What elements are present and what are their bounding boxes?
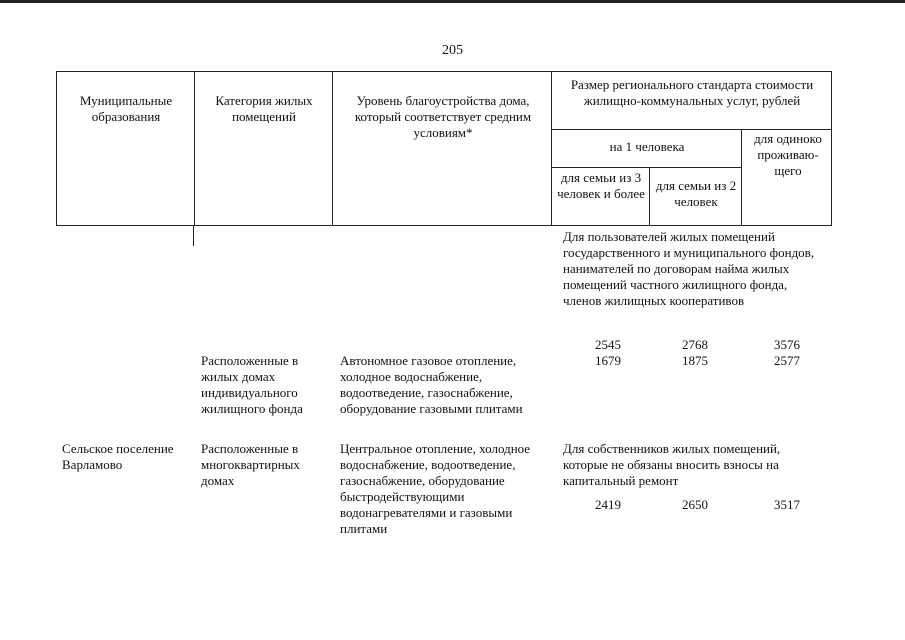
- header-single: для одиноко проживаю-щего: [754, 131, 822, 178]
- header-level: Уровень благоустройства дома, который соответствует средним условиям*: [354, 93, 532, 140]
- divider: [551, 167, 741, 168]
- owners-note: Для собственников жилых помещений, которые не обязаны вносить взносы на капитальный ремонт: [563, 441, 781, 488]
- top-rule: [0, 0, 905, 3]
- header-standard: Размер регионального стандарта стоимости жилищно-коммунальных услуг, рублей: [570, 77, 814, 108]
- page-number: 205: [442, 43, 463, 58]
- users-note: Для пользователей жилых помещений государственного и муниципального фондов, нанимателей по договорам найма жилых помещений частного жилищного фонда, членов жилищных кооперативов: [563, 229, 815, 308]
- value-family2: 2650: [682, 497, 708, 512]
- value-family2: 2768: [682, 337, 708, 352]
- divider: [332, 72, 333, 225]
- municipality-varlamovo: Сельское поселение Варламово: [62, 441, 174, 472]
- level-central: Центральное отопление, холодное водоснабжение, водоотведение, газоснабжение, оборудование быстродействующими водонагревателями и газовыми плитами: [340, 441, 531, 536]
- value-family3: 1679: [595, 353, 621, 368]
- divider: [551, 72, 552, 225]
- header-category: Категория жилых помещений: [215, 93, 313, 124]
- header-family2: для семьи из 2 человек: [655, 178, 737, 209]
- category-individual: Расположенные в жилых домах индивидуального жилищного фонда: [201, 353, 303, 416]
- header-family3: для семьи из 3 человек и более: [557, 170, 645, 201]
- divider: [741, 129, 742, 225]
- level-autonomous: Автономное газовое отопление, холодное водоснабжение, водоотведение, газоснабжение, оборудование газовыми плитами: [340, 353, 523, 416]
- header-municipal: Муниципальные образования: [79, 93, 173, 124]
- category-apartment: Расположенные в многоквартирных домах: [201, 441, 300, 488]
- value-single: 3517: [774, 497, 800, 512]
- value-single: 3576: [774, 337, 800, 352]
- value-family2: 1875: [682, 353, 708, 368]
- value-single: 2577: [774, 353, 800, 368]
- value-family3: 2545: [595, 337, 621, 352]
- divider: [194, 72, 195, 225]
- table-header: [56, 71, 832, 226]
- value-family3: 2419: [595, 497, 621, 512]
- divider: [193, 226, 194, 246]
- divider: [551, 129, 831, 130]
- header-per-person: на 1 человека: [609, 139, 685, 154]
- divider: [649, 167, 650, 225]
